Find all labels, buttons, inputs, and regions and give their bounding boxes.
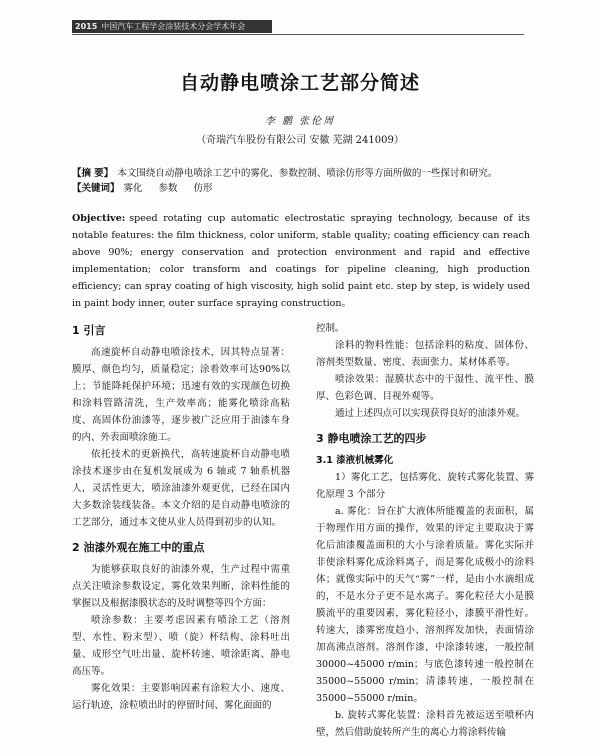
header-rule bbox=[72, 34, 524, 35]
subsection-paragraph: 1）雾化工艺，包括雾化、旋转式雾化装置、雾化原理 3 个部分 bbox=[316, 472, 534, 500]
right-column bbox=[316, 320, 534, 741]
banner-journal-name: 中国汽车工程学会涂装技术分会学术年会 bbox=[101, 22, 246, 31]
section-2-heading: 2 油漆外观在施工中的重点 bbox=[72, 541, 205, 554]
section-1-paragraph: 依托技术的更新换代，高转速旋杯自动静电喷涂技术逐步由在复机发展成为 6 轴或 7 轴系机器人，灵活性更大，喷涂油漆外观更优，已经在国内大多数涂装线装备。本文介绍的是自动静电喷涂的工艺部分，通过本文使从业人员得到初步的认知。 bbox=[72, 449, 290, 528]
abstract-en-text: speed rotating cup automatic electrostatic spraying technology, because of its notable features: the film thickness, color uniform, stable quality; coating efficiency can reach above 90%; energy conservation and protection environment and rapid and effective implementation; color transform and coatings for pipeline cleaning, high production efficiency; can spray coating of high viscosity, high solid paint etc. step by step, is widely used in paint body inner, outer surface spraying construction。 bbox=[72, 213, 530, 309]
abstract-en-label: Objective: bbox=[72, 213, 126, 224]
keywords-label: 【关键词】 bbox=[72, 183, 120, 194]
section-2-paragraph: 为能够获取良好的油漆外观，生产过程中需重点关注喷涂参数设定，雾化效果判断，涂料性能的掌握以及根据漆膜状态的及时调整等四个方面： bbox=[72, 564, 290, 609]
keyword-item: 雾化 bbox=[123, 183, 143, 194]
left-column bbox=[72, 322, 290, 714]
section-1-heading: 1 引言 bbox=[72, 324, 106, 337]
keyword-item: 参数 bbox=[158, 183, 178, 194]
subsection-paragraph: a. 雾化：旨在扩大液体所能覆盖的表面积，属于物理作用方面的操作，效果的评定主要取决于雾化后油漆覆盖面积的大小与涂着质量。雾化实际并非使涂料雾化成涂料离子，而是雾化成极小的涂料体；就像实际中的天气“雾”一样，是由小水滴组成的，不是水分子更不是水离子。雾化粒径大小是膜膜流平的重要因素，雾化粒径小，漆膜平滑性好。转速大，漆雾密度趋小、溶剂挥发加快，表面情涂加高沸点溶剂。溶剂作漆，中涂漆转速，一般控制 30000~45000 r/min；与底色漆转速一般控制在 35000~55000 r/min；清漆转速，一般控制在 35000~55000 r/min。 bbox=[316, 506, 534, 704]
subsection-paragraph: b. 旋转式雾化装置：涂料首先被运送至喷杯内壁，然后借助旋转所产生的离心力将涂料传输 bbox=[316, 710, 534, 738]
banner-year: 2015 bbox=[75, 22, 98, 31]
section-2-paragraph: 通过上述四点可以实现获得良好的油漆外观。 bbox=[335, 408, 526, 419]
section-2-paragraph: 喷涂参数：主要考虑因素有喷涂工艺（溶剂型、水性、粉末型）、喷（旋）杯结构、涂料吐出量、成形空气吐出量、旋杯转速、喷涂距离、静电高压等。 bbox=[72, 615, 290, 677]
journal-banner bbox=[72, 20, 272, 33]
section-3-heading: 3 静电喷涂工艺的四步 bbox=[316, 432, 427, 445]
keywords bbox=[72, 181, 532, 196]
section-2-paragraph: 涂料的物料性能：包括涂料的粘度、固体份、溶剂类型数量、密度、表面张力、某材体系等。 bbox=[316, 340, 534, 368]
abstract-cn bbox=[72, 166, 532, 181]
section-1-paragraph: 高速旋杯自动静电喷涂技术，因其特点显著：膜厚、颜色均匀，质量稳定；涂着效率可达90%以上；节能降耗保护环境；迅速有效的实现颜色切换和涂料管路清洗，生产效率高；能雾化喷涂高粘度、高固体份油漆等，逐步被广泛应用于油漆车身的内、外表面喷涂施工。 bbox=[72, 347, 290, 443]
paper-affiliation: （奇瑞汽车股份有限公司 安徽 芜湖 241009） bbox=[196, 135, 404, 146]
paper-title: 自动静电喷涂工艺部分简述 bbox=[179, 72, 420, 94]
keyword-item: 仿形 bbox=[193, 183, 213, 194]
abstract-en bbox=[72, 210, 530, 312]
section-2-paragraph: 喷涂效果：湿膜状态中的干湿性、流平性、膜厚、色彩色调、目视外观等。 bbox=[316, 374, 534, 402]
continued-text: 控制。 bbox=[316, 323, 345, 334]
abstract-text: 本文围绕自动静电喷涂工艺中的雾化、参数控制、喷涂仿形等方面所做的一些探讨和研究。 bbox=[117, 168, 498, 179]
section-2-paragraph: 雾化效果：主要影响因素有涂粒大小、速度、运行轨迹，涂粒喷出时的停留时间、雾化面面的 bbox=[72, 683, 290, 711]
paper-authors: 李 鹏 张伦周 bbox=[264, 116, 336, 127]
subsection-3-1-heading: 3.1 漆液机械雾化 bbox=[316, 455, 394, 466]
abstract-label: 【摘 要】 bbox=[72, 168, 114, 179]
